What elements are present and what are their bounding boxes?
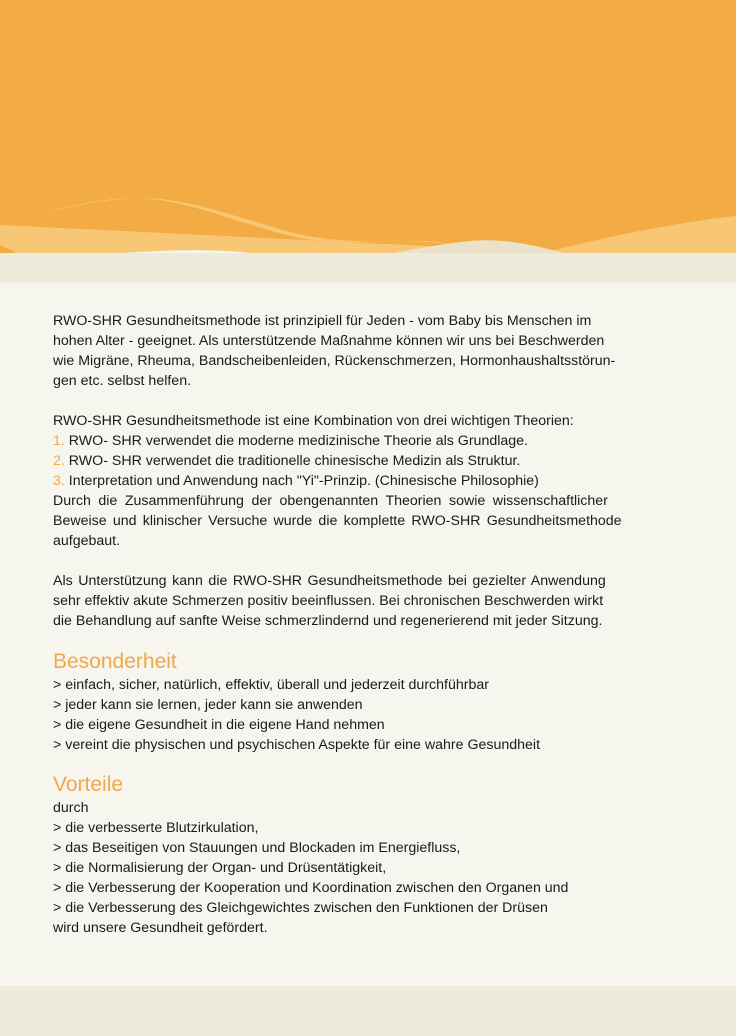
vorteile-item: > das Beseitigen von Stauungen und Blockaden im Energiefluss, <box>53 840 461 856</box>
theory-text: RWO- SHR verwendet die traditionelle chinesische Medizin als Struktur. <box>64 453 521 469</box>
intro-paragraph <box>53 311 685 391</box>
vorteile-heading: Vorteile <box>53 773 124 796</box>
theory-number: 3. <box>53 473 65 489</box>
intro-line: hohen Alter - geeignet. Als unterstützende Maßnahme können wir uns bei Beschwerden <box>53 333 605 349</box>
footer-band <box>0 986 736 1036</box>
support-line: die Behandlung auf sanfte Weise schmerzlindernd und regenerierend mit jeder Sitzung. <box>53 613 603 629</box>
support-line: Als Unterstützung kann die RWO-SHR Gesundheitsmethode bei gezielter Anwendung <box>53 573 606 589</box>
theories-summary-line: aufgebaut. <box>53 533 121 549</box>
besonderheit-item: > einfach, sicher, natürlich, effektiv, überall und jederzeit durchführbar <box>53 677 489 693</box>
theory-number: 1. <box>53 433 65 449</box>
intro-line: RWO-SHR Gesundheitsmethode ist prinzipiell für Jeden - vom Baby bis Menschen im <box>53 313 592 329</box>
vorteile-closing: wird unsere Gesundheit gefördert. <box>53 920 268 936</box>
theory-text: Interpretation und Anwendung nach "Yi"-Prinzip. (Chinesische Philosophie) <box>64 473 539 489</box>
theory-item <box>53 451 685 471</box>
besonderheit-list <box>53 675 685 755</box>
vorteile-list <box>53 798 685 938</box>
theories-section <box>53 411 685 551</box>
vorteile-item: > die Verbesserung der Kooperation und Koordination zwischen den Organen und <box>53 880 569 896</box>
intro-line: gen etc. selbst helfen. <box>53 373 192 389</box>
vorteile-item: > die verbesserte Blutzirkulation, <box>53 820 259 836</box>
intro-line: wie Migräne, Rheuma, Bandscheibenleiden, Rückenschmerzen, Hormonhaushaltsstörun- <box>53 353 616 369</box>
vorteile-item: > die Verbesserung des Gleichgewichtes zwischen den Funktionen der Drüsen <box>53 900 548 916</box>
theories-lead: RWO-SHR Gesundheitsmethode ist eine Kombination von drei wichtigen Theorien: <box>53 413 574 429</box>
besonderheit-item: > die eigene Gesundheit in die eigene Hand nehmen <box>53 717 385 733</box>
vorteile-lead: durch <box>53 800 89 816</box>
besonderheit-heading: Besonderheit <box>53 650 177 673</box>
besonderheit-item: > vereint die physischen und psychischen Aspekte für eine wahre Gesundheit <box>53 737 541 753</box>
support-paragraph <box>53 571 685 631</box>
sky-background <box>0 0 736 253</box>
vorteile-item: > die Normalisierung der Organ- und Drüsentätigkeit, <box>53 860 387 876</box>
document-body <box>53 311 685 938</box>
header-divider-band <box>0 253 736 283</box>
theories-summary-line: Durch die Zusammenführung der obengenannten Theorien sowie wissenschaftlicher <box>53 493 608 509</box>
theory-number: 2. <box>53 453 65 469</box>
theory-text: RWO- SHR verwendet die moderne medizinische Theorie als Grundlage. <box>64 433 528 449</box>
support-line: sehr effektiv akute Schmerzen positiv beeinflussen. Bei chronischen Beschwerden wirkt <box>53 593 604 609</box>
theories-summary-line: Beweise und klinischer Versuche wurde die komplette RWO-SHR Gesundheitsmethode <box>53 513 622 529</box>
theory-item <box>53 471 685 491</box>
theory-item <box>53 431 685 451</box>
besonderheit-item: > jeder kann sie lernen, jeder kann sie anwenden <box>53 697 363 713</box>
header-wave-artwork <box>0 0 736 253</box>
